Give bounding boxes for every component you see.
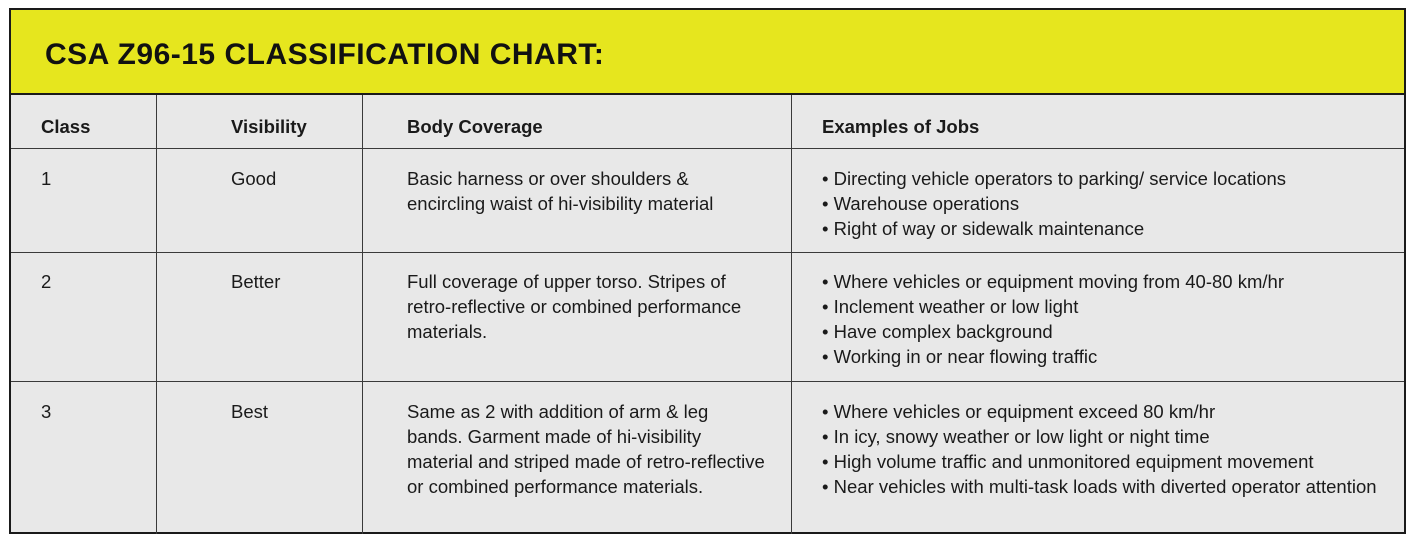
job-item: • In icy, snowy weather or low light or night time xyxy=(822,424,1402,449)
column-divider xyxy=(156,95,157,534)
row-3-jobs xyxy=(822,399,1402,499)
row-2-visibility: Better xyxy=(231,271,281,292)
job-item: • Near vehicles with multi-task loads with diverted operator attention xyxy=(822,474,1402,499)
job-item: • Where vehicles or equipment moving from 40-80 km/hr xyxy=(822,269,1392,294)
column-divider xyxy=(362,95,363,534)
job-item: • Warehouse operations xyxy=(822,191,1392,216)
row-2-class: 2 xyxy=(41,271,52,292)
row-2-coverage: Full coverage of upper torso. Stripes of retro-reflective or combined performance materials. xyxy=(407,271,742,342)
job-item: • Where vehicles or equipment exceed 80 km/hr xyxy=(822,399,1402,424)
row-2-jobs xyxy=(822,269,1392,369)
row-3-coverage: Same as 2 with addition of arm & leg bands. Garment made of hi-visibility material and striped made of retro-reflective or combined performance materials. xyxy=(407,401,765,497)
classification-chart xyxy=(9,8,1406,534)
column-divider xyxy=(791,95,792,534)
job-item: • Inclement weather or low light xyxy=(822,294,1392,319)
job-item: • Directing vehicle operators to parking/ service locations xyxy=(822,166,1392,191)
row-1-class: 1 xyxy=(41,168,52,189)
job-item: • Have complex background xyxy=(822,319,1392,344)
row-divider xyxy=(11,381,1404,382)
row-divider xyxy=(11,252,1404,253)
job-item: • Working in or near flowing traffic xyxy=(822,344,1392,369)
title-bar xyxy=(11,10,1404,95)
classification-table xyxy=(11,95,1404,534)
job-item: • Right of way or sidewalk maintenance xyxy=(822,216,1392,241)
row-3-visibility: Best xyxy=(231,401,269,422)
header-class: Class xyxy=(41,116,91,137)
row-1-jobs xyxy=(822,166,1392,241)
header-visibility: Visibility xyxy=(231,116,307,137)
job-item: • High volume traffic and unmonitored equipment movement xyxy=(822,449,1402,474)
chart-title: CSA Z96-15 CLASSIFICATION CHART: xyxy=(45,38,605,71)
row-3-class: 3 xyxy=(41,401,52,422)
row-1-coverage: Basic harness or over shoulders & encircling waist of hi-visibility material xyxy=(407,168,714,214)
row-divider xyxy=(11,148,1404,149)
header-body-coverage: Body Coverage xyxy=(407,116,543,137)
header-examples-of-jobs: Examples of Jobs xyxy=(822,116,980,137)
row-1-visibility: Good xyxy=(231,168,277,189)
